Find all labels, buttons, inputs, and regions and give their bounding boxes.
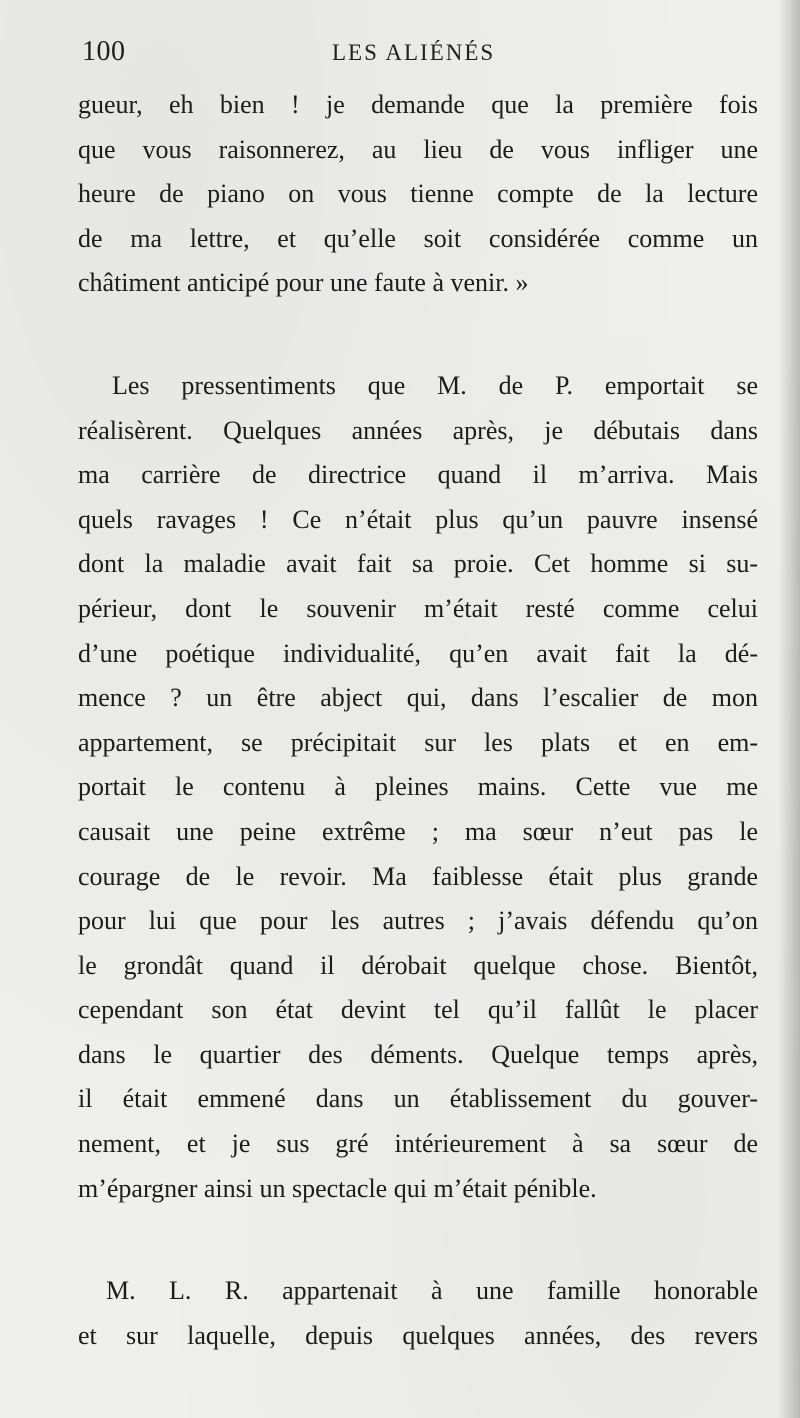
text-line: quels ravages ! Ce n’était plus qu’un pauvre insensé [78,504,758,534]
text-line: nement, et je sus gré intérieurement à sa sœur de [78,1129,758,1159]
text-line: dont la maladie avait fait sa proie. Cet homme si su- [78,549,758,579]
paragraph-gap [78,306,758,364]
text-line: gueur, eh bien ! je demande que la première fois [78,90,758,119]
text-line: il était emmené dans un établissement du gouver- [78,1084,758,1114]
text-line: cependant son état devint tel qu’il fallût le placer [78,995,758,1025]
page-header [82,36,752,76]
text-line: ma carrière de directrice quand il m’arriva. Mais [78,460,758,490]
text-line: le grondât quand il dérobait quelque chose. Bientôt, [78,950,758,980]
text-line: et sur laquelle, depuis quelques années, des revers [78,1320,758,1350]
text-line: causait une peine extrême ; ma sœur n’eut pas le [78,816,758,846]
text-line: périeur, dont le souvenir m’était resté comme celui [78,593,758,623]
paragraph-1 [78,83,758,306]
text-line: pour lui que pour les autres ; j’avais défendu qu’on [78,906,758,936]
text-line: que vous raisonnerez, au lieu de vous infliger une [78,134,758,164]
text-line: courage de le revoir. Ma faiblesse était plus grande [78,861,758,891]
text-line: appartement, se précipitait sur les plats et en em- [78,727,758,757]
text-line: portait le contenu à pleines mains. Cette vue me [78,772,758,802]
text-line: M. L. R. appartenait à une famille honorable [106,1276,758,1306]
page-number: 100 [82,36,126,67]
text-line: Les pressentiments que M. de P. emportait se [112,370,758,400]
paragraph-gap [78,1211,758,1269]
page-edge-shadow [778,0,800,1418]
running-head: LES ALIÉNÉS [332,40,496,65]
paragraph-2 [78,364,758,1211]
text-line: réalisèrent. Quelques années après, je débutais dans [78,415,758,445]
text-line: dans le quartier des déments. Quelque temps après, [78,1039,758,1069]
text-line: m’épargner ainsi un spectacle qui m’était pénible. [78,1173,597,1203]
text-line: heure de piano on vous tienne compte de la lecture [78,179,758,209]
text-line: de ma lettre, et qu’elle soit considérée comme un [78,223,758,253]
paragraph-3 [78,1269,758,1358]
body-text [78,83,758,1358]
text-line: d’une poétique individualité, qu’en avait fait la dé- [78,638,758,668]
text-line: châtiment anticipé pour une faute à venir. » [78,268,529,298]
text-line: mence ? un être abject qui, dans l’escalier de mon [78,683,758,713]
